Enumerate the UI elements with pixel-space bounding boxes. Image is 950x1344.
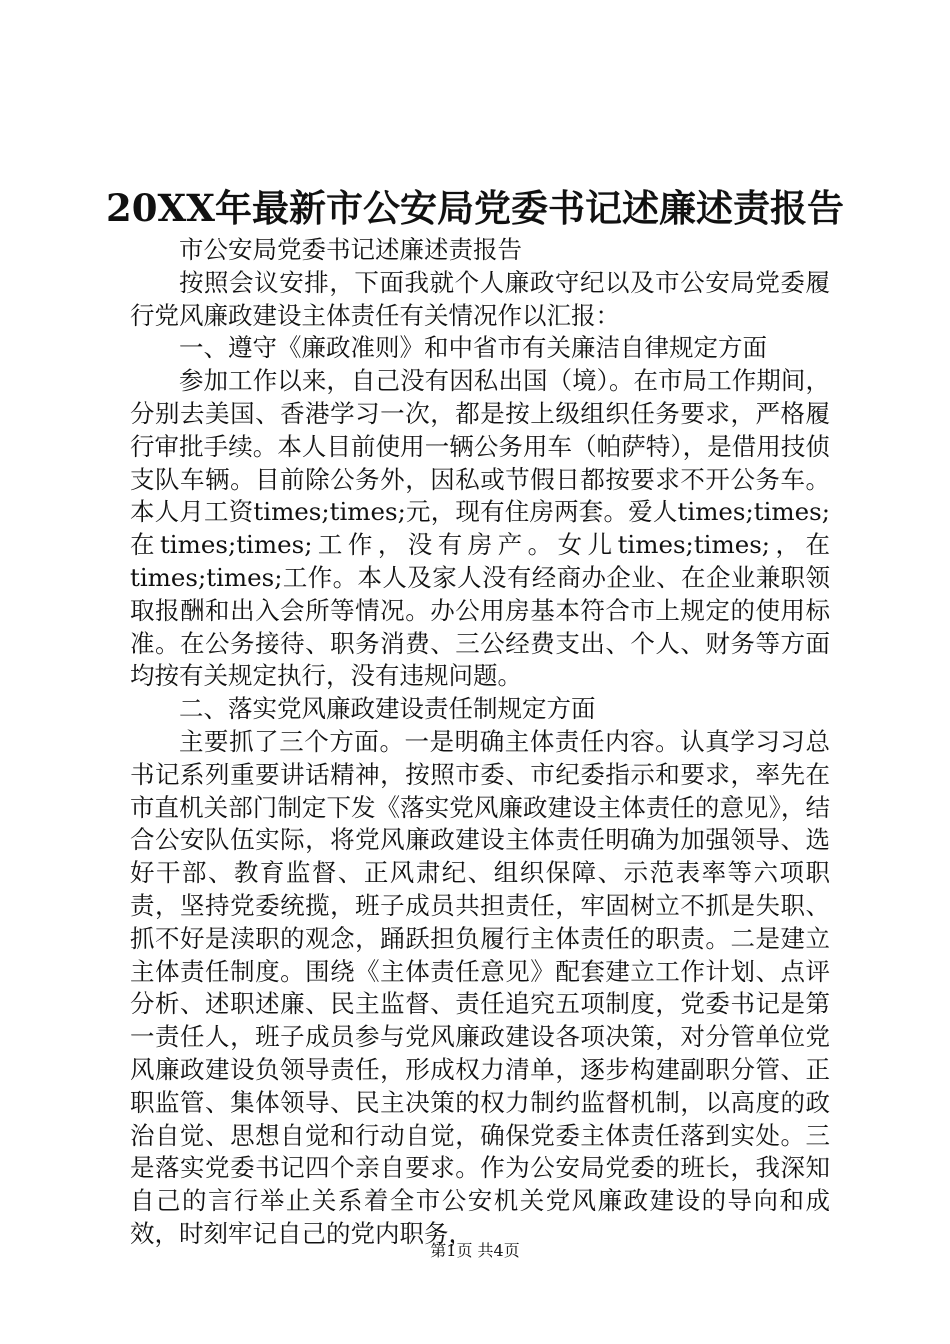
paragraph-intro: 按照会议安排，下面我就个人廉政守纪以及市公安局党委履行党风廉政建设主体责任有关情况作以汇报：: [130, 267, 830, 330]
document-body: [130, 234, 830, 1251]
paragraph-section-1: 参加工作以来，自己没有因私出国（境）。在市局工作期间，分别去美国、香港学习一次，都是按上级组织任务要求，严格履行审批手续。本人目前使用一辆公务用车（帕萨特），是借用技侦支队车辆。目前除公务外，因私或节假日都按要求不开公务车。本人月工资times;times;元，现有住房两套。爱人times;times;在times;times;工作，没有房产。女儿times;times;，在times;times;工作。本人及家人没有经商办企业、在企业兼职领取报酬和出入会所等情况。办公用房基本符合市上规定的使用标准。在公务接待、职务消费、三公经费支出、个人、财务等方面均按有关规定执行，没有违规问题。: [130, 366, 830, 691]
section-heading-1: 一、遵守《廉政准则》和中省市有关廉洁自律规定方面: [179, 333, 767, 363]
document-title: 20XX年最新市公安局党委书记述廉述责报告: [106, 186, 844, 230]
paragraph-heading-repeat: 市公安局党委书记述廉述责报告: [179, 235, 522, 264]
paragraph-section-2: 主要抓了三个方面。一是明确主体责任内容。认真学习习总书记系列重要讲话精神，按照市委、市纪委指示和要求，率先在市直机关部门制定下发《落实党风廉政建设主体责任的意见》，结合公安队伍实际，将党风廉政建设主体责任明确为加强领导、选好干部、教育监督、正风肃纪、组织保障、示范表率等六项职责，坚持党委统揽，班子成员共担责任，牢固树立不抓是失职、抓不好是渎职的观念，踊跃担负履行主体责任的职责。二是建立主体责任制度。围绕《主体责任意见》配套建立工作计划、点评分析、述职述廉、民主监督、责任追究五项制度，党委书记是第一责任人，班子成员参与党风廉政建设各项决策，对分管单位党风廉政建设负领导责任，形成权力清单，逐步构建副职分管、正职监管、集体领导、民主决策的权力制约监督机制，以高度的政治自觉、思想自觉和行动自觉，确保党委主体责任落到实处。三是落实党委书记四个亲自要求。作为公安局党委的班长，我深知自己的言行举止关系着全市公安机关党风廉政建设的导向和成效，时刻牢记自己的党内职务，: [130, 726, 830, 1248]
page-footer: 第1页 共4页: [430, 1241, 520, 1260]
section-heading-2: 二、落实党风廉政建设责任制规定方面: [179, 694, 596, 724]
